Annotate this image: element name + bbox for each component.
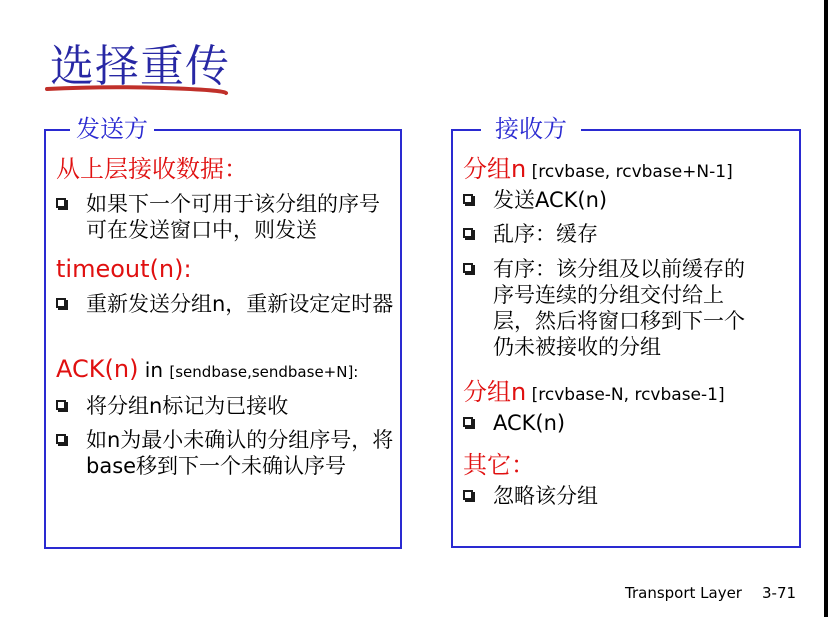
sender-bullet-send: 如果下一个可用于该分组的序号可在发送窗口中，则发送 [56, 191, 396, 243]
sender-label: 发送方 [70, 113, 154, 145]
sender-bullet-mark: 将分组n标记为已接收 [56, 393, 396, 419]
sender-heading-from-upper: 从上层接收数据： [56, 155, 248, 183]
square-bullet-icon [463, 417, 473, 427]
footer-page-number: 3-71 [762, 584, 797, 602]
sender-bullet-resend: 重新发送分组n，重新设定定时器 [56, 291, 396, 317]
title-underline [44, 82, 234, 98]
square-bullet-icon [56, 198, 66, 208]
receiver-heading-in-window: 分组n [rcvbase, rcvbase+N-1] [463, 155, 733, 183]
receiver-bullet-send-ack: 发送ACK(n) [463, 187, 793, 213]
sender-bullet-move-base: 如n为最小未确认的分组序号，将base移到下一个未确认序号 [56, 427, 396, 479]
square-bullet-icon [56, 434, 66, 444]
square-bullet-icon [463, 228, 473, 238]
receiver-bullet-ignore: 忽略该分组 [463, 483, 793, 509]
sender-heading-timeout: timeout(n): [56, 255, 192, 283]
receiver-bullet-out-of-order: 乱序：缓存 [463, 221, 793, 247]
receiver-heading-old: 分组n [rcvbase-N, rcvbase-1] [463, 378, 725, 406]
square-bullet-icon [56, 400, 66, 410]
receiver-heading-other: 其它： [463, 451, 535, 479]
sender-heading-ack: ACK(n) in [sendbase,sendbase+N]: [56, 355, 359, 383]
right-edge-border [824, 0, 828, 617]
sender-panel [44, 115, 402, 549]
receiver-bullet-ack: ACK(n) [463, 410, 793, 436]
footer-layer: Transport Layer [625, 584, 742, 602]
receiver-bullet-in-order: 有序：该分组及以前缓存的序号连续的分组交付给上层，然后将窗口移到下一个仍未被接收的分组 [463, 256, 763, 360]
slide-title: 选择重传 [50, 41, 230, 92]
square-bullet-icon [56, 298, 66, 308]
receiver-panel [451, 115, 801, 548]
square-bullet-icon [463, 194, 473, 204]
receiver-label: 接收方 [481, 113, 581, 145]
square-bullet-icon [463, 490, 473, 500]
square-bullet-icon [463, 263, 473, 273]
